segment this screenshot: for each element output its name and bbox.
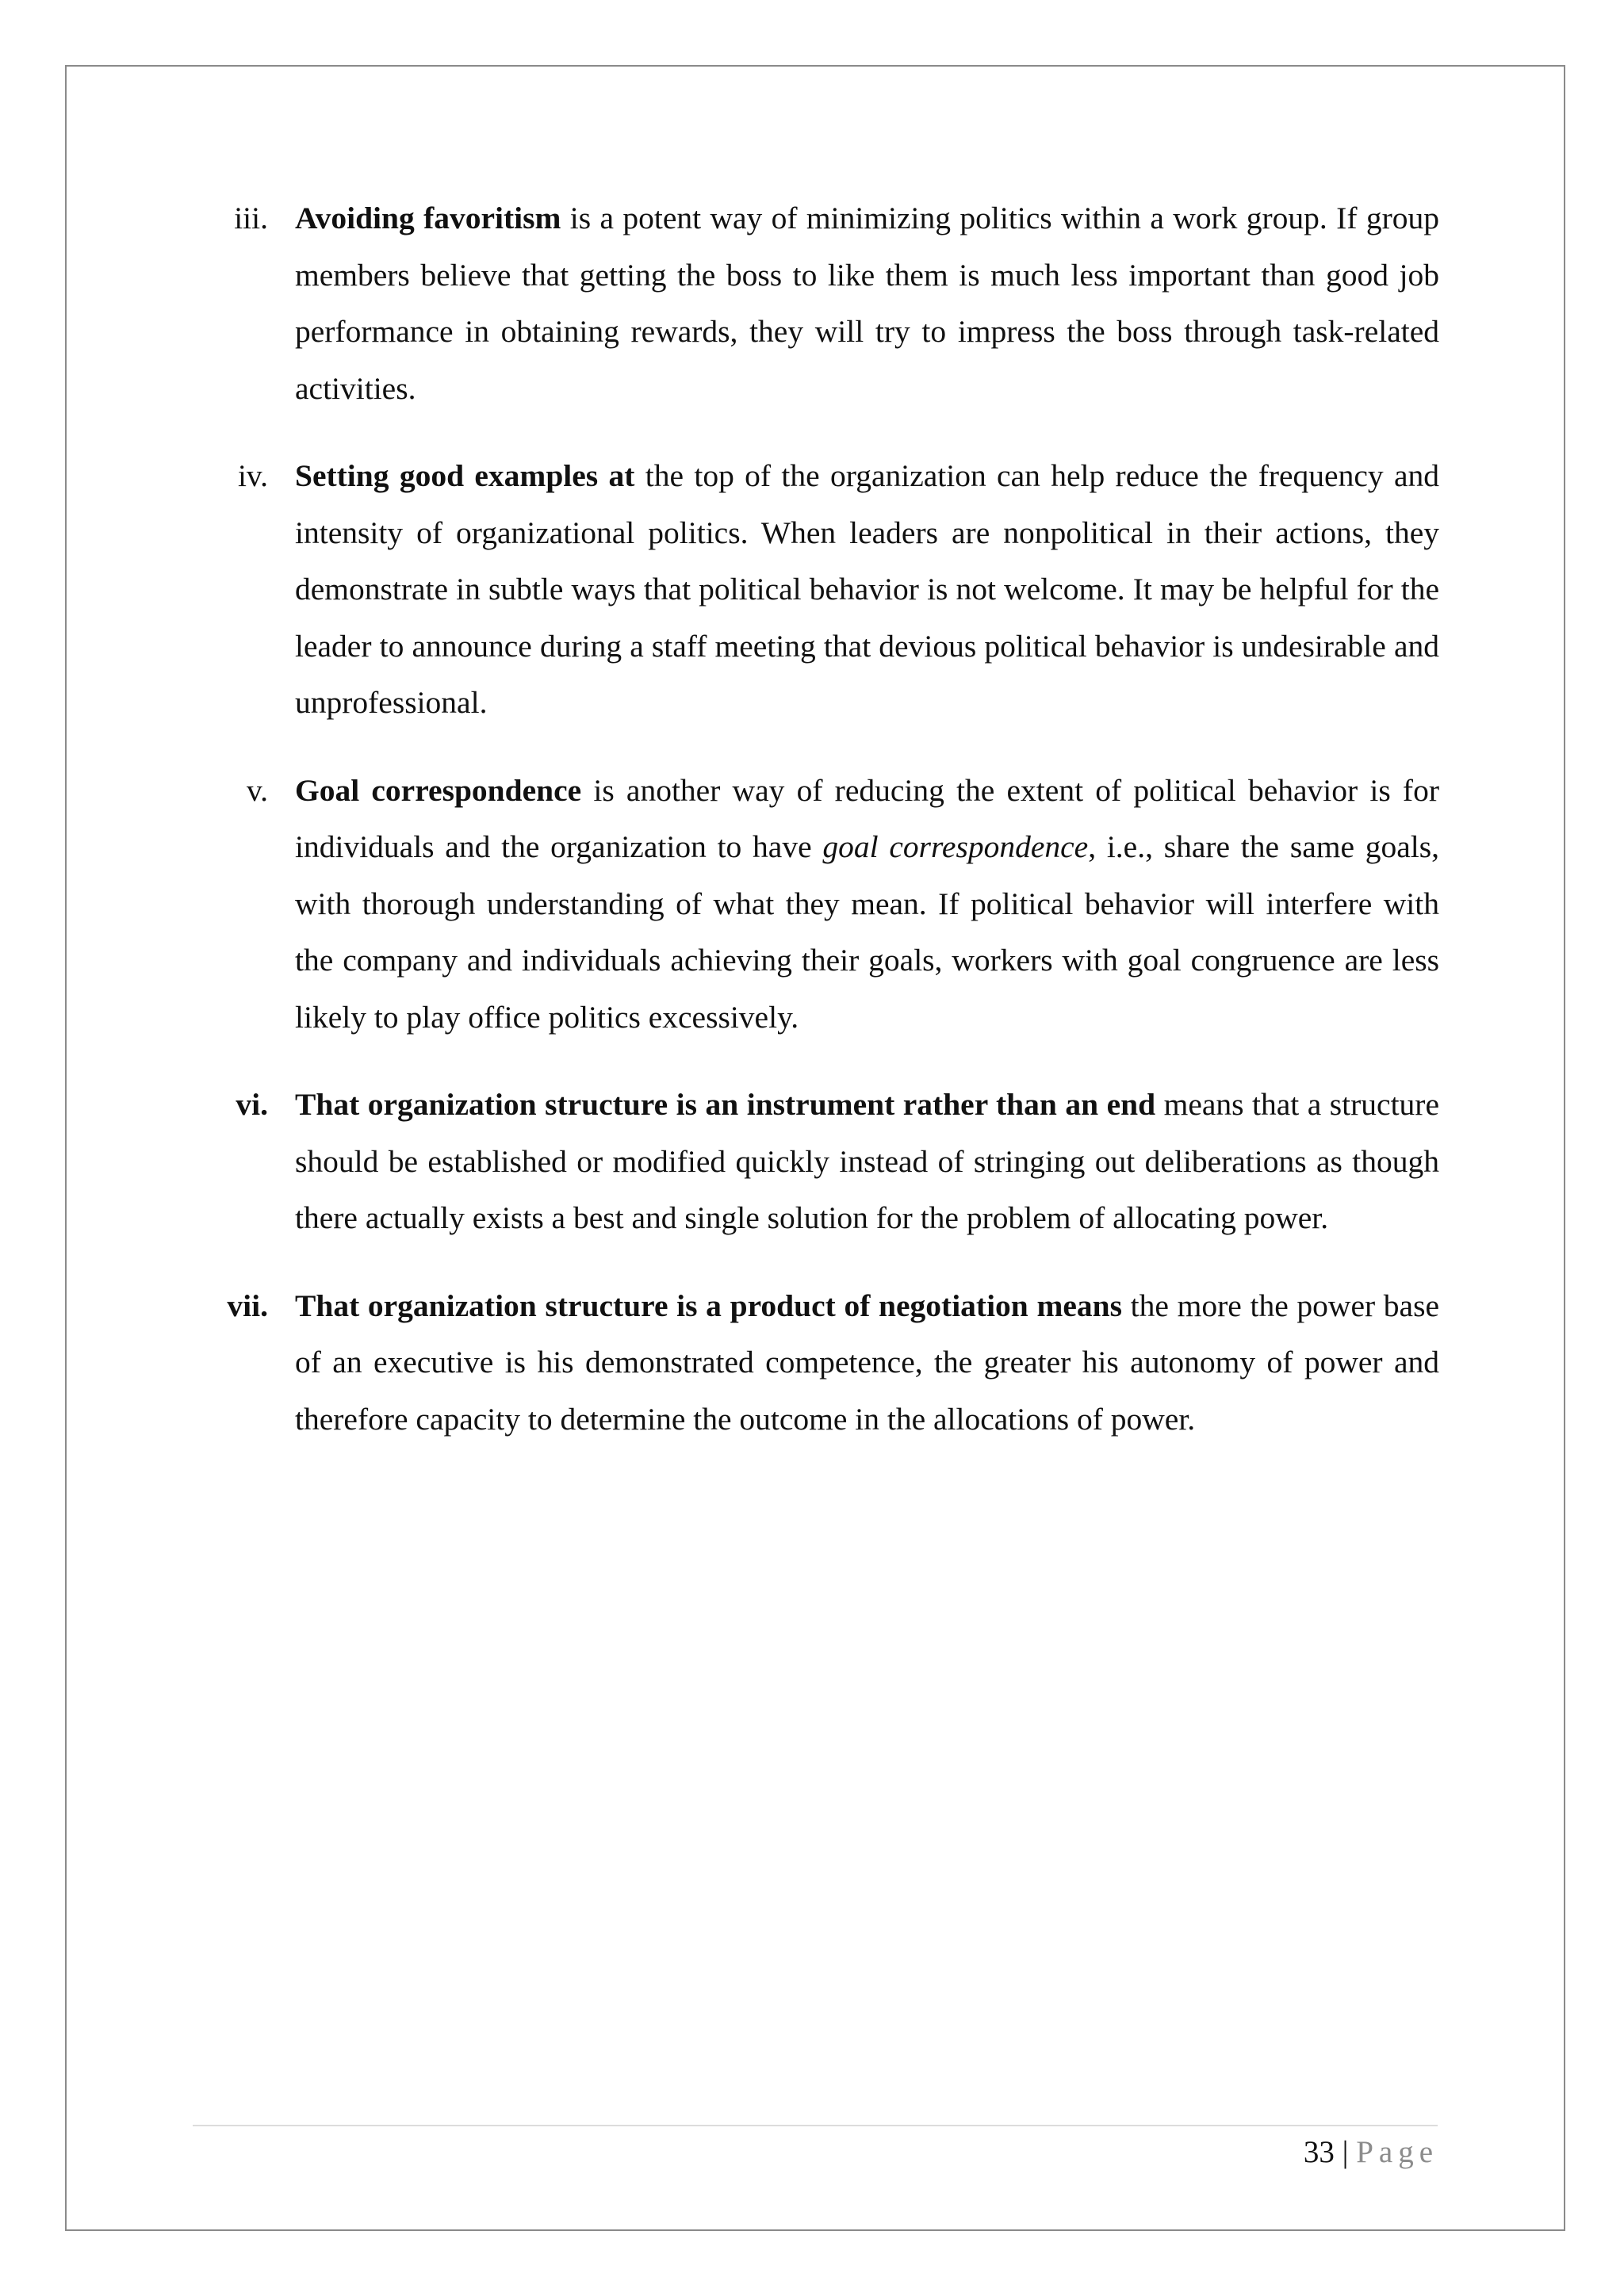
page-footer: [1304, 2133, 1438, 2172]
item-heading: That organization structure is a product of negotiation means: [295, 1288, 1122, 1323]
item-text: is a potent way of minimizing politics within a work group. If group members believe that getting the boss to like them is much less important than good job performance in obtaining rewards, they will try to impress the boss through task-related activities.: [295, 201, 1439, 406]
page-number: 33: [1303, 2135, 1335, 2169]
item-heading: Avoiding favoritism: [295, 201, 561, 235]
list-numeral: iv.: [237, 458, 268, 493]
footer-divider: [193, 2125, 1438, 2126]
list-numeral: v.: [246, 772, 268, 808]
item-text: the more the power base of an executive is his demonstrated competence, the greater his autonomy of power and therefore capacity to determine the outcome in the allocations of power.: [295, 1288, 1439, 1437]
list-item-iv: [198, 448, 1439, 732]
item-text-continued: , i.e., share the same goals, with thorough understanding of what they mean. If political behavior will interfere with the company and individuals achieving their goals, workers with goal congruence are less likely to play office politics excessively.: [295, 829, 1439, 1035]
item-heading: That organization structure is an instrument rather than an end: [295, 1087, 1156, 1122]
list-item-v: [198, 763, 1439, 1047]
list-numeral: iii.: [234, 201, 268, 235]
item-text: the top of the organization can help reduce the frequency and intensity of organizational politics. When leaders are nonpolitical in their actions, they demonstrate in subtle ways that political behavior is not welcome. It may be helpful for the leader to announce during a staff meeting that devious political behavior is undesirable and unprofessional.: [295, 458, 1439, 720]
list-item-iii: [198, 190, 1439, 417]
page-label: Page: [1356, 2135, 1438, 2169]
item-heading: Goal correspondence: [295, 772, 582, 808]
list-item-vii: [198, 1278, 1439, 1448]
item-text: means that a structure should be established or modified quickly instead of stringing out deliberations as though there actually exists a best and single solution for the problem of allocating power.: [295, 1087, 1439, 1235]
document-body: [198, 190, 1439, 1479]
footer-separator: |: [1342, 2135, 1349, 2169]
item-heading: Setting good examples at: [295, 458, 635, 493]
list-item-vi: [198, 1077, 1439, 1247]
list-numeral: vi.: [236, 1087, 268, 1122]
list-numeral: vii.: [227, 1288, 268, 1323]
item-text: is another way of reducing the extent of political behavior is for individuals and the organization to have: [295, 772, 1439, 864]
item-italic-term: goal correspondence: [822, 829, 1089, 864]
